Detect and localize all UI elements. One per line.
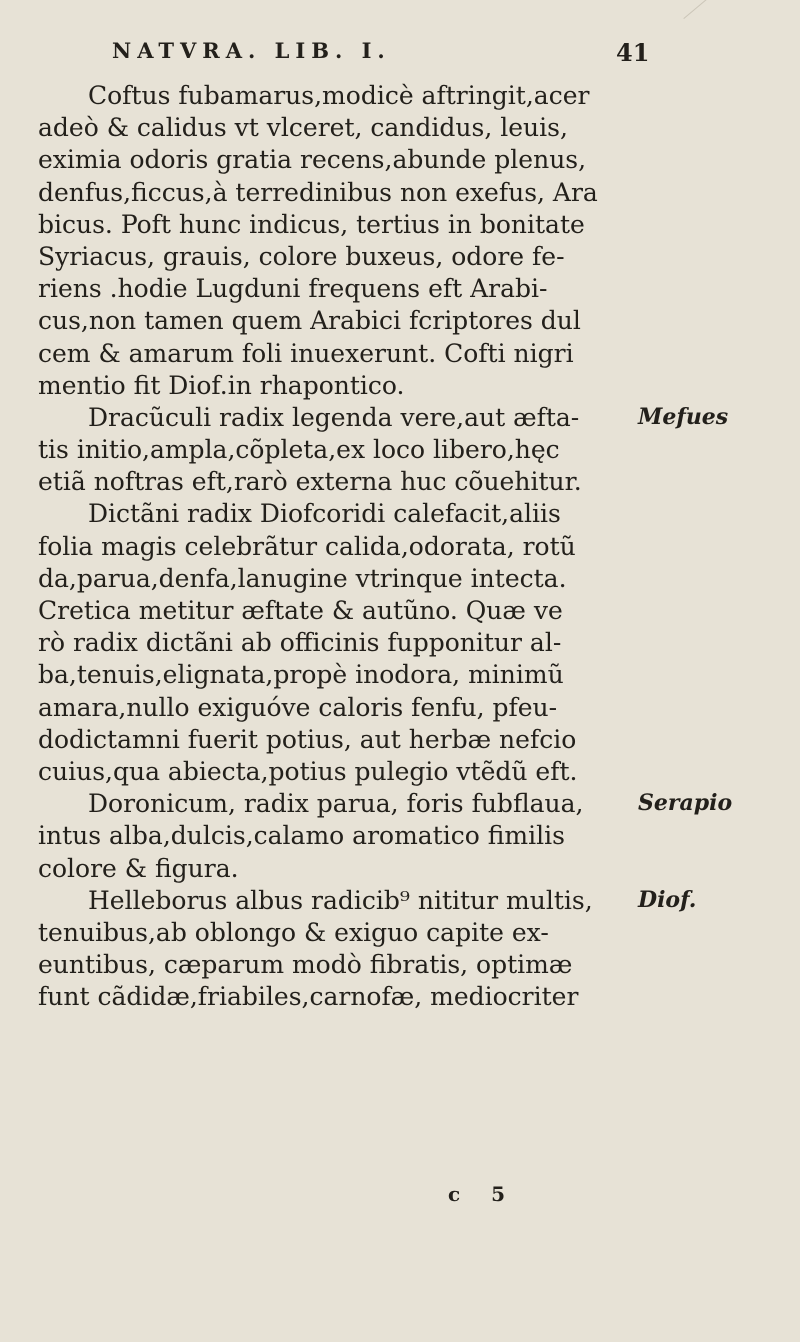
text-line: da,parua,denfa,lanugine vtrinque intecta. bbox=[38, 563, 567, 593]
page-number: 41 bbox=[616, 38, 650, 67]
text-line: colore & figura. bbox=[38, 853, 239, 883]
text-line: amara,nullo exiguóve caloris fenfu, pfeu- bbox=[38, 692, 558, 722]
text-line: dodictamni fuerit potius, aut herbæ nefcio bbox=[38, 724, 577, 754]
text-line: cus,non tamen quem Arabici fcriptores dul bbox=[38, 306, 581, 336]
text-line: intus alba,dulcis,calamo aromatico fimilis bbox=[38, 821, 565, 851]
text-line: Coftus fubamarus,modicè aftringit,acer bbox=[88, 81, 590, 110]
marginalia-column bbox=[634, 0, 800, 1342]
text-line: tis initio,ampla,cõpleta,ex loco libero,hęc bbox=[38, 435, 560, 465]
marginal-note: Diof. bbox=[638, 887, 697, 913]
text-line: cuius,qua abiecta,potius pulegio vtẽdũ eft. bbox=[38, 756, 578, 786]
text-line: tenuibus,ab oblongo & exiguo capite ex- bbox=[38, 917, 549, 947]
text-line: adeò & calidus vt vlceret, candidus, leuis, bbox=[38, 113, 568, 143]
text-line: Helleborus albus radicib⁹ nititur multis, bbox=[88, 885, 593, 915]
marginal-note: Serapio bbox=[638, 790, 733, 817]
text-line: ba,tenuis,elignata,propè inodora, minimũ bbox=[38, 660, 564, 690]
text-line: cem & amarum foli inuexerunt. Cofti nigri bbox=[38, 338, 574, 368]
text-line: etiã noftras eft,rarò externa huc cõuehitur. bbox=[38, 467, 582, 497]
text-line: Dictãni radix Diofcoridi calefacit,aliis bbox=[88, 499, 561, 529]
text-line: Cretica metitur æftate & autũno. Quæ ve bbox=[38, 596, 563, 625]
text-line: folia magis celebrãtur calida,odorata, rotũ bbox=[38, 531, 576, 561]
text-line: Dracũculi radix legenda vere,aut æfta- bbox=[88, 402, 580, 432]
text-line: denfus,ficcus,à terredinibus non exefus, Ara bbox=[38, 177, 598, 207]
running-head-title: NATVRA. LIB. I. bbox=[112, 38, 391, 63]
signature-mark: c 5 bbox=[448, 1182, 518, 1206]
marginal-note: Mefues bbox=[638, 404, 729, 430]
text-line: mentio fit Diof.in rhapontico. bbox=[38, 370, 405, 400]
text-line: eximia odoris gratia recens,abunde plenus, bbox=[38, 145, 587, 175]
text-line: funt cãdidæ,friabiles,carnofæ, mediocriter bbox=[38, 982, 579, 1012]
text-line: Syriacus, grauis, colore buxeus, odore fe- bbox=[38, 241, 565, 271]
body-text bbox=[38, 80, 638, 1013]
text-line: euntibus, cæparum modò fibratis, optimæ bbox=[38, 950, 573, 980]
text-line: riens .hodie Lugduni frequens eft Arabi- bbox=[38, 274, 548, 304]
text-line: bicus. Poft hunc indicus, tertius in bonitate bbox=[38, 209, 585, 239]
text-line: Doronicum, radix parua, foris fubflaua, bbox=[88, 789, 584, 819]
text-line: rò radix dictãni ab officinis fupponitur al- bbox=[38, 628, 562, 658]
